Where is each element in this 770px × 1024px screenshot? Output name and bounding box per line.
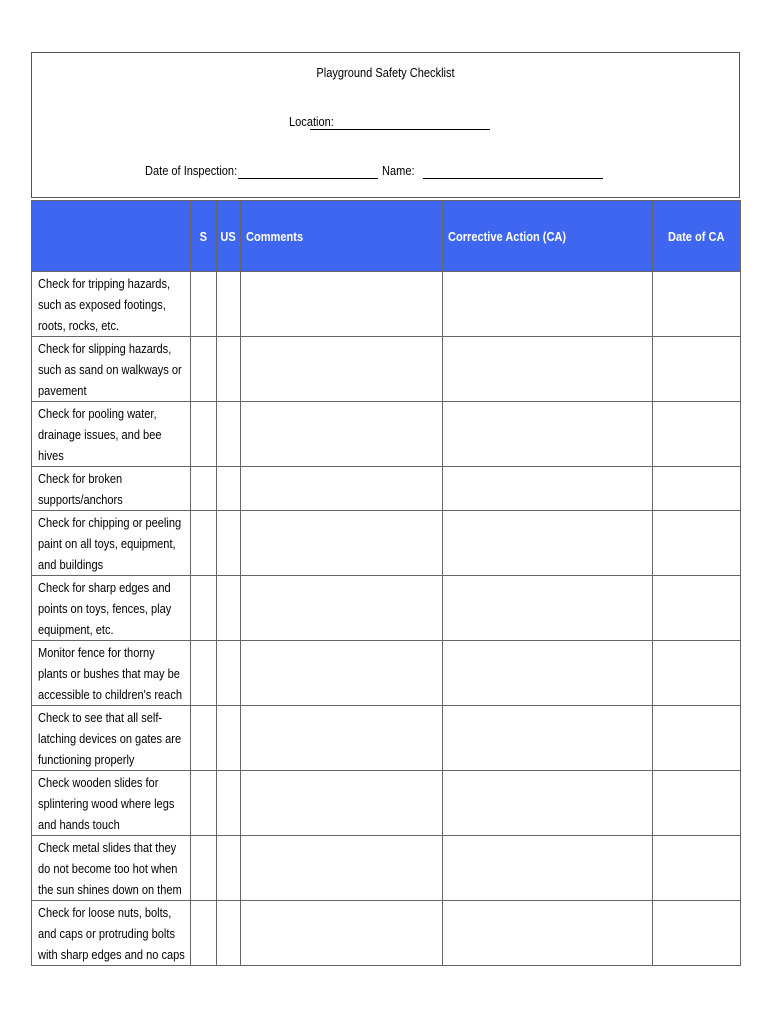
corrective-action-cell[interactable]: [443, 402, 653, 467]
checklist-item: Check to see that all self-latching devices on gates are functioning properly: [32, 706, 191, 771]
column-header-us: US: [217, 201, 241, 272]
s-cell[interactable]: [191, 836, 217, 901]
comments-cell[interactable]: [241, 576, 443, 641]
us-cell[interactable]: [217, 771, 241, 836]
date-of-ca-cell[interactable]: [653, 641, 741, 706]
us-cell[interactable]: [217, 337, 241, 402]
table-row: [32, 337, 741, 402]
corrective-action-cell[interactable]: [443, 272, 653, 337]
name-label: Name:: [382, 163, 415, 178]
column-header-date-of-ca: Date of CA: [653, 201, 741, 272]
table-row: [32, 467, 741, 511]
comments-cell[interactable]: [241, 706, 443, 771]
s-cell[interactable]: [191, 467, 217, 511]
us-cell[interactable]: [217, 511, 241, 576]
location-field[interactable]: [310, 129, 490, 130]
table-row: [32, 641, 741, 706]
table-row: [32, 272, 741, 337]
us-cell[interactable]: [217, 901, 241, 966]
location-row: [289, 114, 342, 129]
comments-cell[interactable]: [241, 641, 443, 706]
s-cell[interactable]: [191, 706, 217, 771]
corrective-action-cell[interactable]: [443, 576, 653, 641]
us-cell[interactable]: [217, 467, 241, 511]
table-row: [32, 576, 741, 641]
comments-cell[interactable]: [241, 901, 443, 966]
checklist-item: Monitor fence for thorny plants or bushes that may be accessible to children's reach: [32, 641, 191, 706]
checklist-item: Check for sharp edges and points on toys, fences, play equipment, etc.: [32, 576, 191, 641]
page-title: Playground Safety Checklist: [316, 65, 455, 80]
date-of-ca-cell[interactable]: [653, 836, 741, 901]
us-cell[interactable]: [217, 576, 241, 641]
us-cell[interactable]: [217, 706, 241, 771]
comments-cell[interactable]: [241, 836, 443, 901]
corrective-action-cell[interactable]: [443, 467, 653, 511]
date-of-ca-cell[interactable]: [653, 467, 741, 511]
checklist-item: Check for chipping or peeling paint on all toys, equipment, and buildings: [32, 511, 191, 576]
us-cell[interactable]: [217, 402, 241, 467]
date-of-inspection-label: Date of Inspection:: [145, 163, 238, 178]
date-of-ca-cell[interactable]: [653, 272, 741, 337]
location-label: Location:: [289, 114, 334, 129]
column-header-s: S: [191, 201, 217, 272]
name-field[interactable]: [423, 178, 603, 179]
comments-cell[interactable]: [241, 467, 443, 511]
form-header: [31, 52, 740, 198]
comments-cell[interactable]: [241, 771, 443, 836]
checklist-item: Check wooden slides for splintering wood where legs and hands touch: [32, 771, 191, 836]
date-of-ca-cell[interactable]: [653, 402, 741, 467]
table-row: [32, 402, 741, 467]
checklist-item: Check for slipping hazards, such as sand on walkways or pavement: [32, 337, 191, 402]
s-cell[interactable]: [191, 337, 217, 402]
us-cell[interactable]: [217, 836, 241, 901]
table-row: [32, 706, 741, 771]
us-cell[interactable]: [217, 641, 241, 706]
comments-cell[interactable]: [241, 272, 443, 337]
date-of-ca-cell[interactable]: [653, 901, 741, 966]
column-header-corrective-action: Corrective Action (CA): [443, 201, 653, 272]
date-of-ca-cell[interactable]: [653, 511, 741, 576]
comments-cell[interactable]: [241, 511, 443, 576]
us-cell[interactable]: [217, 272, 241, 337]
comments-cell[interactable]: [241, 402, 443, 467]
corrective-action-cell[interactable]: [443, 706, 653, 771]
corrective-action-cell[interactable]: [443, 337, 653, 402]
table-row: [32, 511, 741, 576]
checklist-item: Check for pooling water, drainage issues, and bee hives: [32, 402, 191, 467]
s-cell[interactable]: [191, 771, 217, 836]
corrective-action-cell[interactable]: [443, 641, 653, 706]
s-cell[interactable]: [191, 576, 217, 641]
corrective-action-cell[interactable]: [443, 771, 653, 836]
s-cell[interactable]: [191, 641, 217, 706]
checklist-item: Check for tripping hazards, such as exposed footings, roots, rocks, etc.: [32, 272, 191, 337]
s-cell[interactable]: [191, 511, 217, 576]
table-row: [32, 901, 741, 966]
column-header-comments: Comments: [241, 201, 443, 272]
table-row: [32, 836, 741, 901]
s-cell[interactable]: [191, 402, 217, 467]
s-cell[interactable]: [191, 272, 217, 337]
checklist-item: Check for loose nuts, bolts, and caps or protruding bolts with sharp edges and no caps: [32, 901, 191, 966]
checklist-item: Check metal slides that they do not become too hot when the sun shines down on them: [32, 836, 191, 901]
s-cell[interactable]: [191, 901, 217, 966]
corrective-action-cell[interactable]: [443, 511, 653, 576]
date-of-ca-cell[interactable]: [653, 337, 741, 402]
corrective-action-cell[interactable]: [443, 836, 653, 901]
date-of-ca-cell[interactable]: [653, 576, 741, 641]
date-of-ca-cell[interactable]: [653, 706, 741, 771]
date-of-ca-cell[interactable]: [653, 771, 741, 836]
date-of-inspection-field[interactable]: [238, 178, 378, 179]
corrective-action-cell[interactable]: [443, 901, 653, 966]
table-row: [32, 771, 741, 836]
table-header-row: [32, 201, 741, 272]
checklist-table: [31, 200, 741, 966]
checklist-item: Check for broken supports/anchors: [32, 467, 191, 511]
comments-cell[interactable]: [241, 337, 443, 402]
column-header-item: [32, 201, 191, 272]
